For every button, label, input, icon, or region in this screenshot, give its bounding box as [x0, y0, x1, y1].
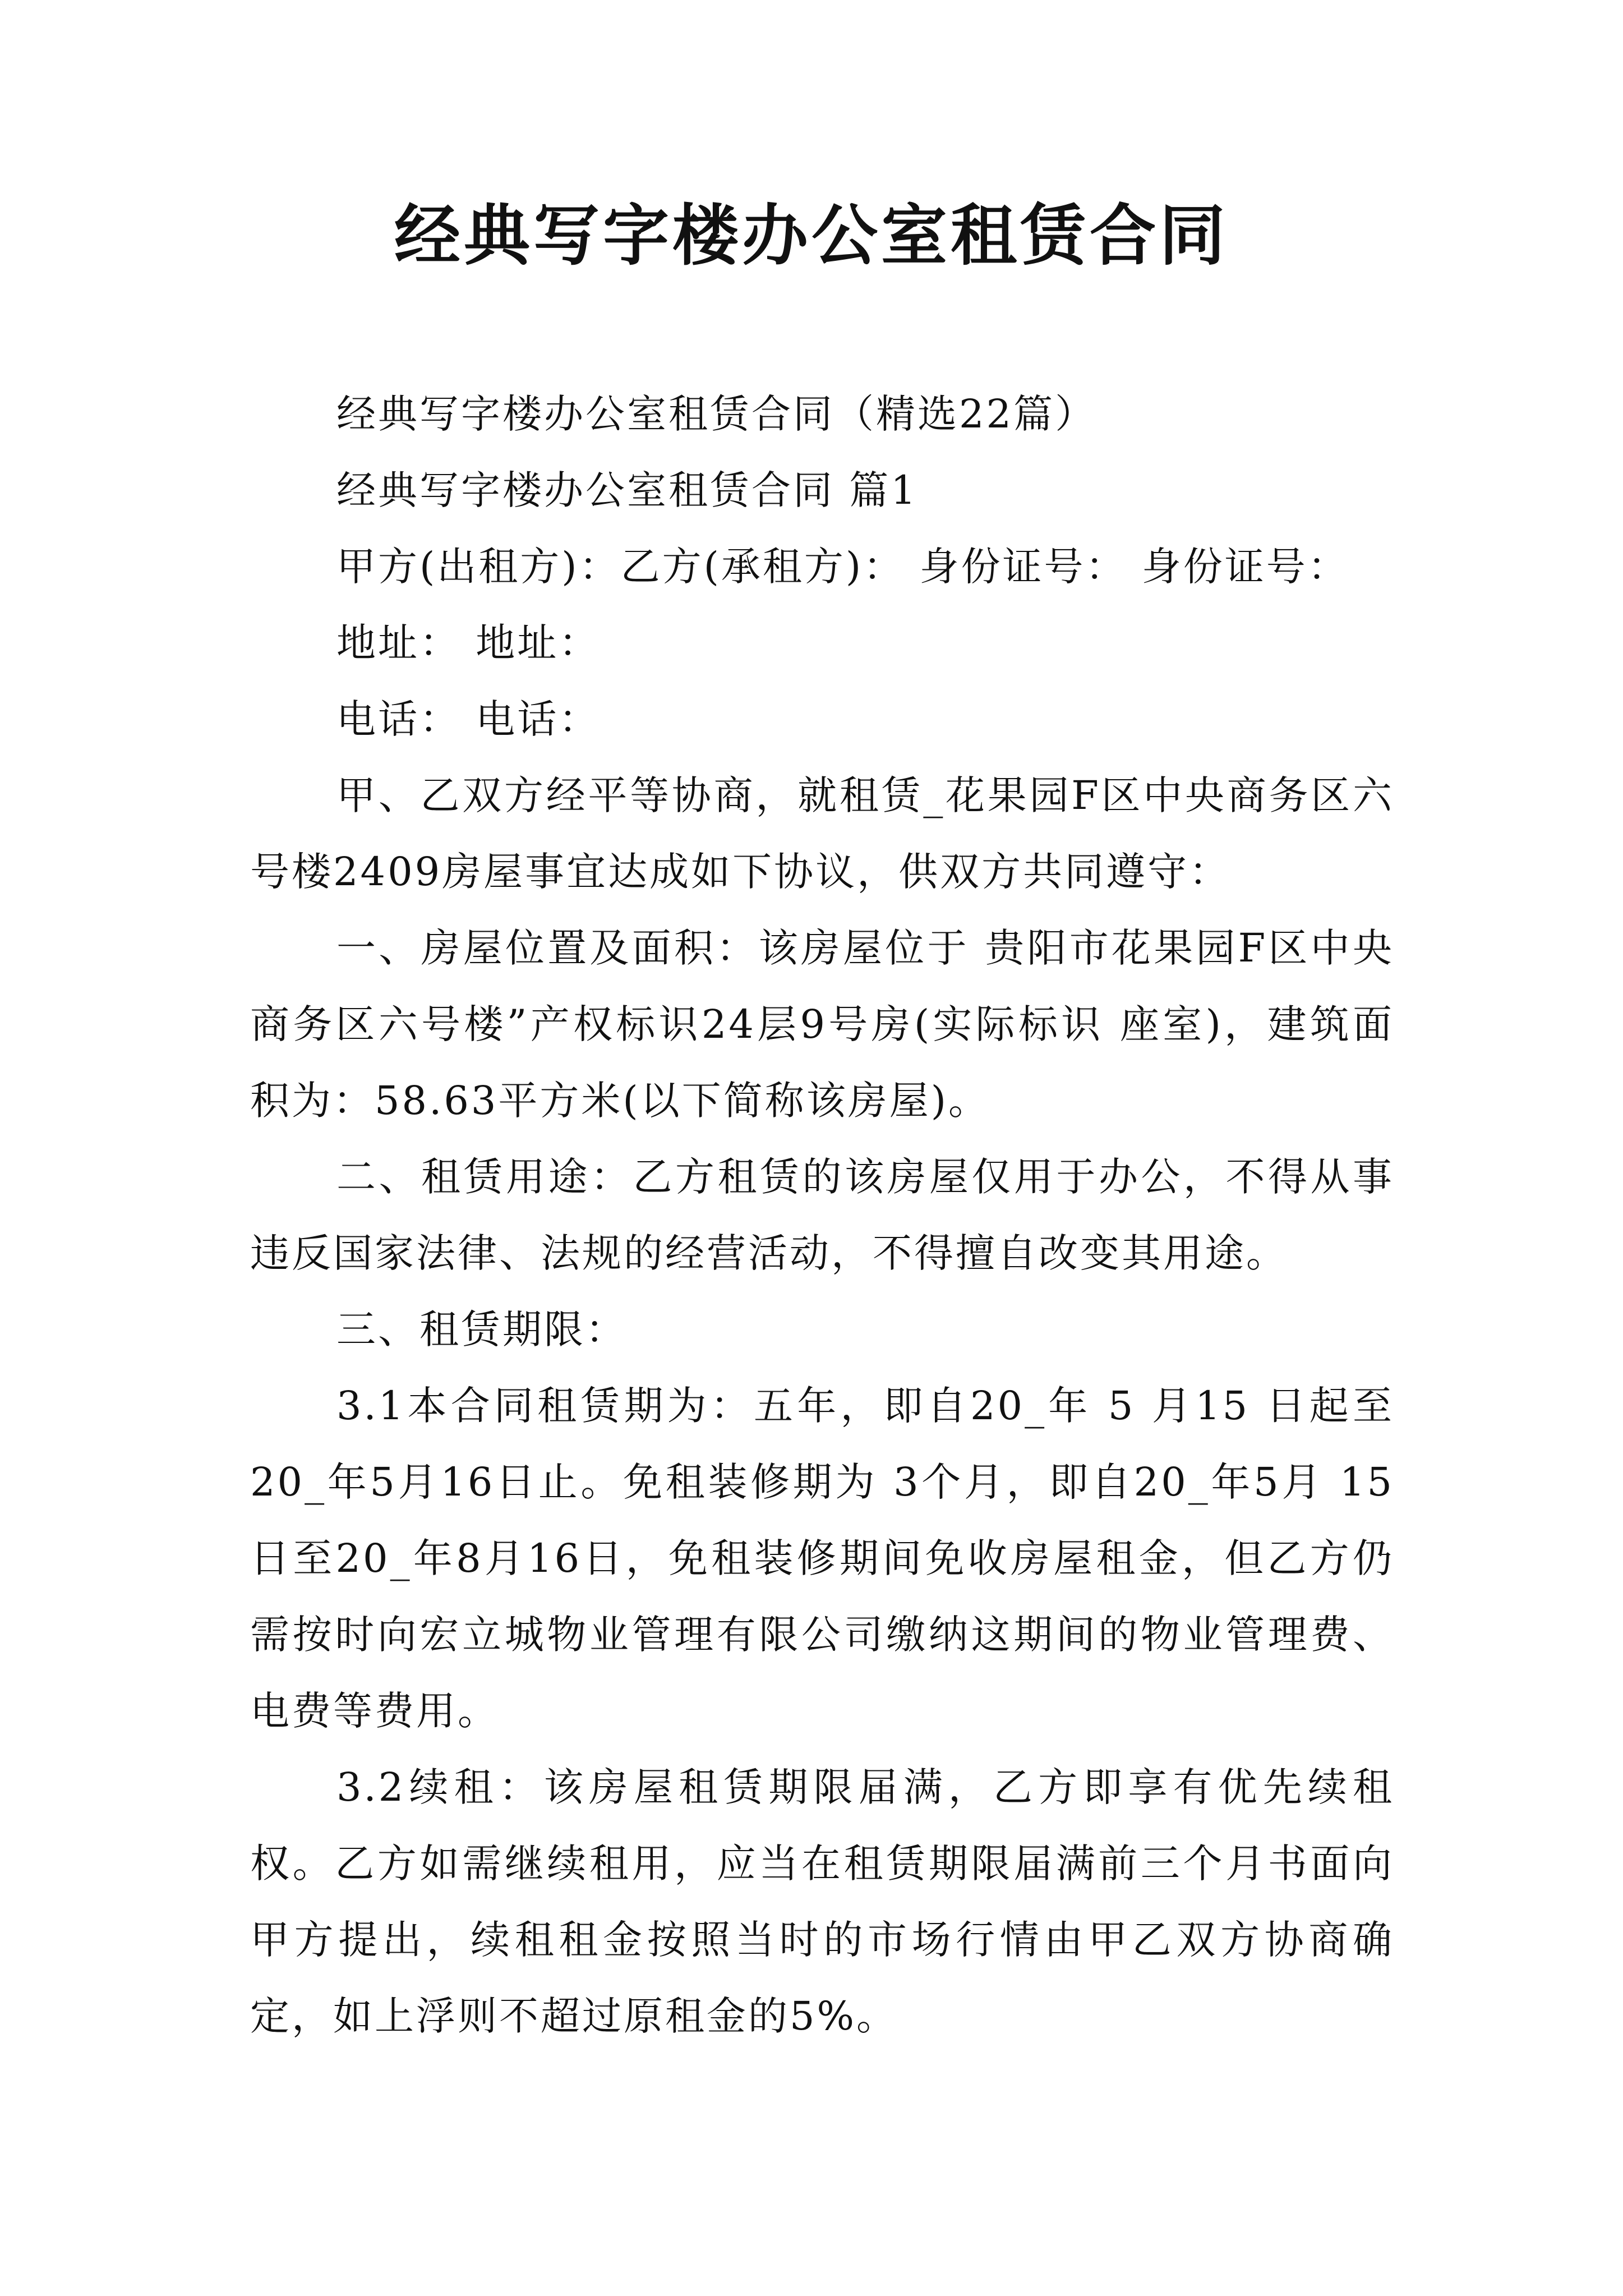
paragraph-clause-2: 二、租赁用途：乙方租赁的该房屋仅用于办公，不得从事违反国家法律、法规的经营活动，不得擅自改变其用途。 [250, 1154, 1394, 1276]
paragraph-phone: 电话： 电话： [336, 696, 601, 742]
paragraph-parties: 甲方(出租方)：乙方(承租方)： 身份证号： 身份证号： [336, 544, 1349, 590]
paragraph-section-heading: 经典写字楼办公室租赁合同 篇1 [336, 467, 918, 513]
paragraph-preamble: 甲、乙双方经平等协商，就租赁_花果园F区中央商务区六号楼2409房屋事宜达成如下协议，供双方共同遵守： [250, 772, 1394, 895]
paragraph-address: 地址： 地址： [336, 620, 601, 666]
paragraph-clause-3-1: 3.1本合同租赁期为：五年，即自20_年 5 月15 日起至 20_年5月16日止。免租装修期为 3个月，即自20_年5月 15日至20_年8月16日，免租装修期间免收房屋租金，但乙方仍需按时向宏立城物业管理有限公司缴纳这期间的物业管理费、电费等费用。 [250, 1383, 1394, 1734]
paragraph-clause-3-2: 3.2续租：该房屋租赁期限届满，乙方即享有优先续租权。乙方如需继续租用，应当在租赁期限届满前三个月书面向甲方提出，续租租金按照当时的市场行情由甲乙双方协商确定，如上浮则不超过原租金的5%。 [250, 1764, 1394, 2039]
document-body [250, 376, 1394, 2054]
paragraph-clause-1: 一、房屋位置及面积：该房屋位于 贵阳市花果园F区中央商务区六号楼”产权标识24层9号房(实际标识 座室)，建筑面积为：58.63平方米(以下简称该房屋)。 [250, 925, 1394, 1124]
paragraph-clause-3: 三、租赁期限： [336, 1306, 627, 1352]
paragraph-subtitle: 经典写字楼办公室租赁合同（精选22篇） [336, 391, 1097, 437]
document-title: 经典写字楼办公室租赁合同 [394, 197, 1229, 274]
